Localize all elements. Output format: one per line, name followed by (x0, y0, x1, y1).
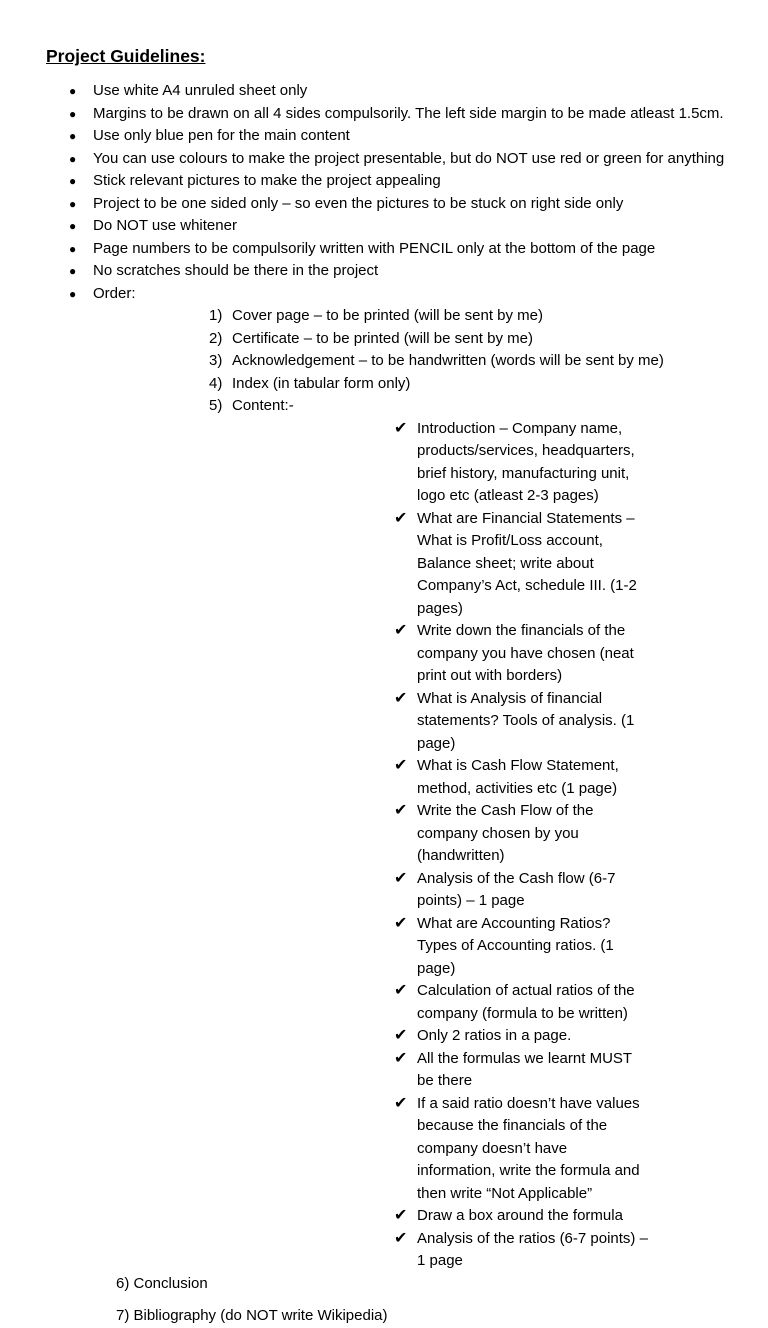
checkmark-icon: ✔ (394, 1027, 408, 1044)
checkmark-icon: ✔ (394, 622, 408, 639)
content-item (232, 1205, 688, 1228)
order-number: 1) (209, 307, 223, 324)
content-item (232, 800, 688, 868)
guideline-item: ● No scratches should be there in the project (0, 260, 768, 283)
checkmark-icon: ✔ (394, 757, 408, 774)
content-item (232, 1025, 688, 1048)
checkmark-icon: ✔ (394, 1207, 408, 1224)
bibliography-item: 7) Bibliography (do NOT write Wikipedia) (116, 1307, 388, 1324)
order-item (93, 305, 728, 328)
content-text: Draw a box around the formula (417, 1207, 623, 1224)
content-item (232, 508, 688, 621)
guideline-item: ● Page numbers to be compulsorily written with PENCIL only at the bottom of the page (0, 238, 768, 261)
checkmark-icon: ✔ (394, 1049, 408, 1067)
content-item (232, 620, 688, 688)
order-text: Acknowledgement – to be handwritten (words will be sent by me) (232, 352, 664, 369)
content-item (232, 980, 688, 1025)
order-item (93, 350, 728, 373)
page-title: Project Guidelines: (46, 46, 206, 66)
content-text: Write the Cash Flow of the company chosen by you (handwritten) (417, 802, 594, 864)
guideline-item: ● Use white A4 unruled sheet only (0, 80, 768, 103)
content-item (232, 688, 688, 756)
guideline-item: ● Margins to be drawn on all 4 sides compulsorily. The left side margin to be made atleast 1.5cm. (0, 103, 768, 126)
content-item (232, 418, 688, 508)
order-text: Cover page – to be printed (will be sent by me) (232, 307, 543, 324)
checkmark-icon: ✔ (394, 509, 408, 527)
content-text: Analysis of the ratios (6-7 points) – 1 page (417, 1229, 648, 1269)
guidelines-list (0, 80, 768, 1273)
checkmark-icon: ✔ (394, 419, 408, 437)
guideline-item: ● Stick relevant pictures to make the project appealing (0, 170, 768, 193)
content-text: What is Analysis of financial statements? Tools of analysis. (1 page) (417, 689, 635, 752)
guideline-item: ● You can use colours to make the project presentable, but do NOT use red or green for anything (0, 148, 768, 171)
guideline-item: ● Use only blue pen for the main content (0, 125, 768, 148)
content-checklist (232, 418, 688, 1273)
checkmark-icon: ✔ (394, 1229, 408, 1247)
content-text: All the formulas we learnt MUST be there (417, 1049, 632, 1089)
content-text: If a said ratio doesn’t have values because the financials of the company doesn’t have information, write the formula and then write “Not Applicable” (417, 1094, 640, 1202)
content-text: What are Accounting Ratios? Types of Accounting ratios. (1 page) (417, 914, 614, 977)
content-text: Analysis of the Cash flow (6-7 points) – 1 page (417, 869, 616, 909)
content-text: Write down the financials of the company you have chosen (neat print out with borders) (417, 622, 634, 684)
order-number: 4) (209, 374, 223, 392)
content-text: Introduction – Company name, products/services, headquarters, brief history, manufacturing unit, logo etc (atleast 2-3 pages) (417, 419, 635, 504)
checkmark-icon: ✔ (394, 982, 408, 999)
content-text: Calculation of actual ratios of the company (formula to be written) (417, 982, 635, 1022)
checkmark-icon: ✔ (394, 914, 408, 932)
order-text: Certificate – to be printed (will be sent by me) (232, 329, 533, 347)
content-item (232, 913, 688, 981)
content-text: Only 2 ratios in a page. (417, 1027, 572, 1044)
order-item (93, 395, 728, 1273)
order-item (93, 328, 728, 351)
order-heading: Order: (93, 284, 136, 302)
content-item (232, 1048, 688, 1093)
content-item (232, 868, 688, 913)
content-item (232, 755, 688, 800)
checkmark-icon: ✔ (394, 869, 408, 887)
conclusion-item: 6) Conclusion (116, 1274, 208, 1292)
guideline-item: ● Project to be one sided only – so even the pictures to be stuck on right side only (0, 193, 768, 216)
checkmark-icon: ✔ (394, 802, 408, 819)
order-number: 3) (209, 352, 223, 369)
order-text: Index (in tabular form only) (232, 374, 411, 392)
order-item (93, 373, 728, 396)
order-number: 2) (209, 329, 223, 347)
content-text: What is Cash Flow Statement, method, activities etc (1 page) (417, 757, 619, 797)
checkmark-icon: ✔ (394, 689, 408, 707)
guideline-item: ● Do NOT use whitener (0, 215, 768, 238)
content-item (232, 1228, 688, 1273)
checkmark-icon: ✔ (394, 1094, 408, 1112)
order-text: Content:- (232, 397, 294, 414)
content-text: What are Financial Statements – What is Profit/Loss account, Balance sheet; write about Company’s Act, schedule III. (1-2 pages) (417, 509, 637, 617)
guideline-item-order (0, 283, 768, 1273)
content-item (232, 1093, 688, 1206)
order-number: 5) (209, 397, 223, 414)
order-list (93, 305, 728, 1273)
